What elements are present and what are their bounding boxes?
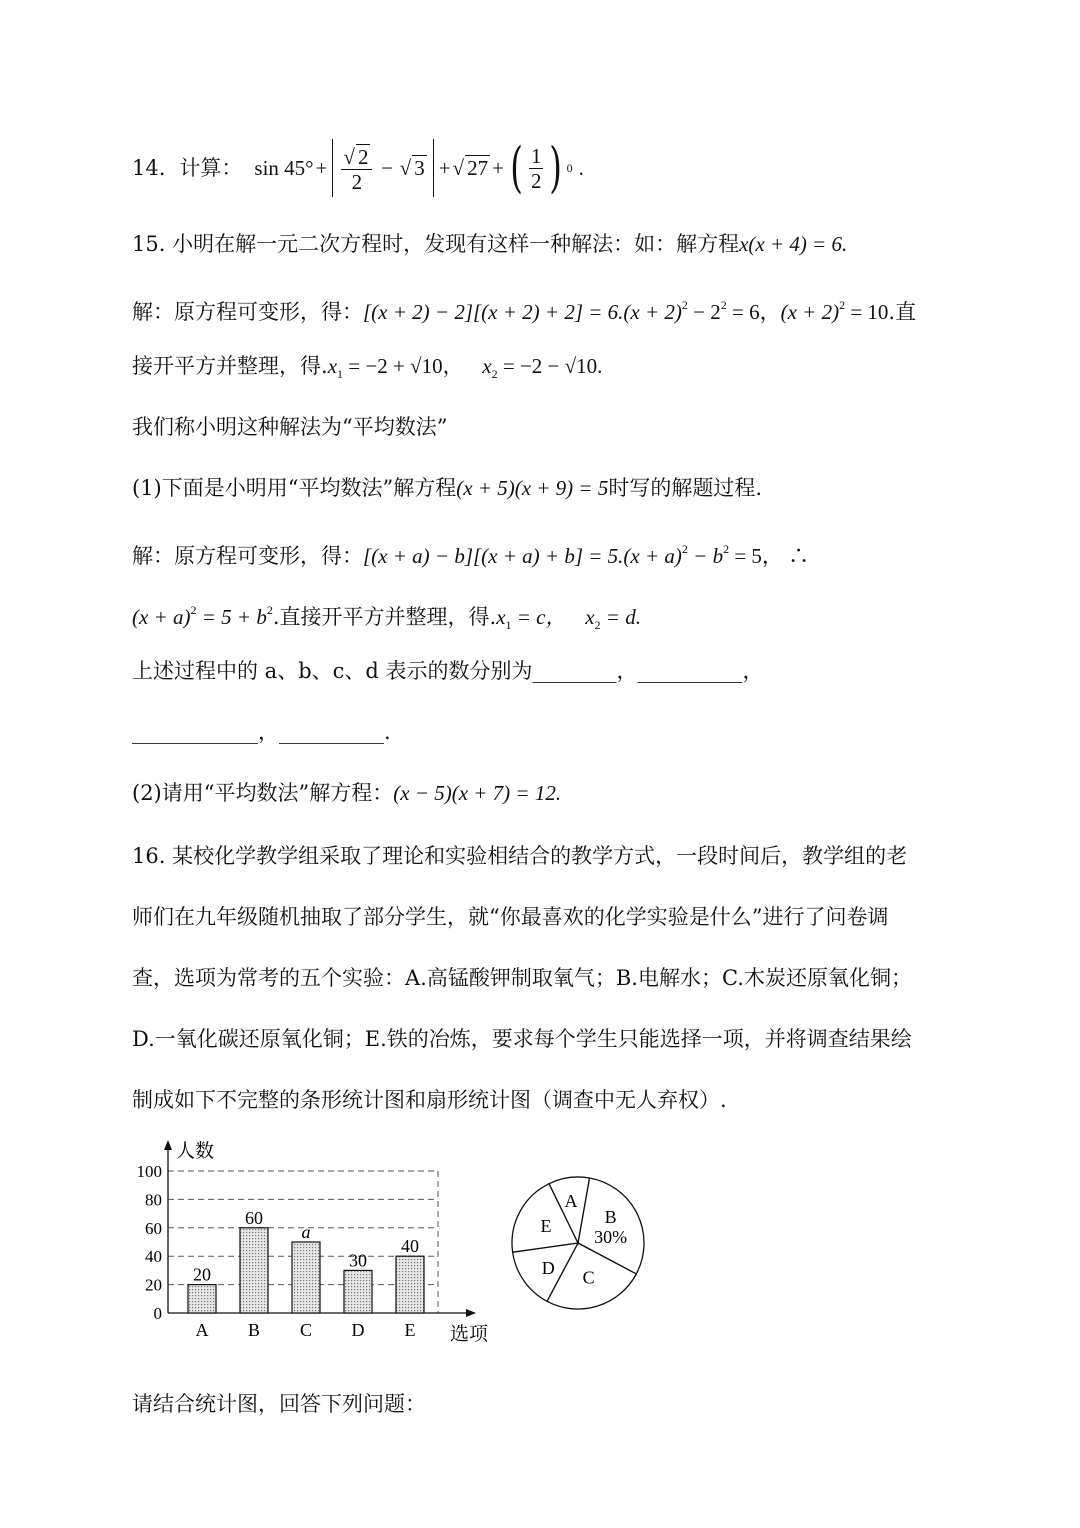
q15-line2-eq-d: = 6， bbox=[726, 300, 781, 324]
q15-p1c-eq2: = 5 + b bbox=[196, 605, 267, 629]
q15-p1c-x2-sub: 2 bbox=[594, 618, 601, 632]
q14-plus3: + bbox=[492, 156, 504, 180]
bar-label-A: 20 bbox=[193, 1264, 211, 1285]
q15-x1-sub: 1 bbox=[337, 367, 344, 381]
bar-label-E: 40 bbox=[401, 1236, 419, 1257]
q15-line2-sup3: 2 bbox=[839, 298, 846, 312]
q14-plus2: + bbox=[438, 156, 451, 180]
q16-line2: 师们在九年级随机抽取了部分学生，就“你最喜欢的化学实验是什么”进行了问卷调 bbox=[132, 905, 889, 929]
q15-p1c-x2-val: = d. bbox=[600, 605, 641, 629]
q15-p1b-eq4: = 5， ∴ bbox=[729, 544, 810, 568]
x-axis-arrow bbox=[466, 1309, 476, 1317]
bar-label-D: 30 bbox=[349, 1250, 367, 1271]
q14-sin: sin 45° bbox=[254, 156, 314, 180]
bar-E bbox=[396, 1256, 424, 1313]
q15-line2-eq-b: (x + 2) bbox=[623, 300, 682, 324]
bar-label-C: a bbox=[301, 1222, 311, 1242]
q16-footer: 请结合统计图，回答下列问题： bbox=[132, 1392, 426, 1416]
q16-line1: 16. 某校化学教学组采取了理论和实验相结合的教学方式，一段时间后，教学组的老 bbox=[132, 844, 908, 868]
q14-sqrt3: 3 bbox=[414, 156, 425, 180]
q15-x2: x bbox=[482, 354, 492, 378]
q14-den2: 2 bbox=[351, 170, 363, 194]
q16-line5: 制成如下不完整的条形统计图和扇形统计图（调查中无人弃权）. bbox=[132, 1088, 727, 1112]
q15-p1c-x1-sub: 1 bbox=[505, 618, 512, 632]
x-tick-label-C: C bbox=[299, 1320, 313, 1340]
q14-half bbox=[529, 144, 544, 193]
x-tick-label-D: D bbox=[351, 1320, 365, 1340]
q14-number: 14. bbox=[132, 156, 166, 180]
bar-label-B: 60 bbox=[245, 1207, 263, 1228]
bar-B bbox=[240, 1228, 268, 1313]
pie-label-D: D bbox=[541, 1257, 555, 1278]
q15-line4: 我们称小明这种解法为“平均数法” bbox=[132, 415, 448, 439]
q15-p1e-line: ____________，__________. bbox=[132, 720, 391, 744]
q14-exp0: 0 bbox=[566, 161, 573, 175]
q15-p1b-sup2: 2 bbox=[723, 542, 730, 556]
q15-p1-eq: (x + 5)(x + 9) = 5 bbox=[456, 476, 609, 500]
q14-half-num: 1 bbox=[530, 143, 542, 168]
q15-p1b-line bbox=[132, 535, 809, 570]
q14-sqrt27: 27 bbox=[467, 156, 489, 180]
q15-p1b-eq3: − b bbox=[687, 544, 724, 568]
q15-line3 bbox=[132, 352, 602, 388]
y-tick-label: 0 bbox=[153, 1304, 162, 1323]
bar-D bbox=[344, 1270, 372, 1313]
q15-p1c-sup2: 2 bbox=[266, 603, 273, 617]
q15-p2-text: (2)请用“平均数法”解方程： bbox=[132, 781, 394, 805]
pie-chart bbox=[500, 1165, 670, 1315]
q14-line: 14. 计算： sin 45° + $\frac{√ 2}{2}$ − √ 3 + √ 27 + ( $\frac{1}{2}$ ) 0 . bbox=[132, 136, 584, 199]
q15-p1b-text: 解：原方程可变形，得： bbox=[132, 544, 363, 568]
q15-line3-text: 接开平方并整理，得. bbox=[132, 354, 328, 378]
q15-p1c-x1: x bbox=[496, 605, 506, 629]
x-tick-label-B: B bbox=[247, 1320, 261, 1340]
q15-p1-line bbox=[132, 474, 762, 502]
q15-line2-eq-a: [(x + 2) − 2][(x + 2) + 2] = 6. bbox=[363, 300, 624, 324]
q15-x1-val: = −2 + √10， bbox=[343, 354, 464, 378]
q14-sqrt2: 2 bbox=[357, 145, 369, 169]
q15-x2-val: = −2 − √10. bbox=[497, 354, 603, 378]
q15-x2-sub: 2 bbox=[491, 367, 498, 381]
q15-line2-sup1: 2 bbox=[681, 298, 688, 312]
q15-p2-line bbox=[132, 779, 561, 807]
q14-end: . bbox=[578, 156, 584, 180]
q16-line4: D.一氧化碳还原氧化铜；E.铁的冶炼，要求每个学生只能选择一项，并将调查结果绘 bbox=[132, 1027, 912, 1051]
q15-p1c-x1-val: = c， bbox=[511, 605, 567, 629]
pie-label-C: C bbox=[582, 1267, 595, 1288]
q15-line1 bbox=[132, 230, 847, 258]
q15-line2-sup2: 2 bbox=[720, 298, 727, 312]
q15-p1b-sup1: 2 bbox=[681, 542, 688, 556]
y-tick-label: 100 bbox=[136, 1162, 162, 1181]
pie-label-B-pct: 30% bbox=[594, 1227, 628, 1248]
q15-p1c-x2: x bbox=[585, 605, 595, 629]
y-tick-label: 20 bbox=[145, 1275, 162, 1295]
y-axis-label: 人数 bbox=[176, 1141, 215, 1162]
q15-p1c-text: .直接开平方并整理，得. bbox=[272, 605, 497, 629]
q15-line2-text: 解：原方程可变形，得： bbox=[132, 300, 363, 324]
y-axis-arrow bbox=[164, 1140, 172, 1150]
q15-line2-eq-e: (x + 2) bbox=[780, 300, 840, 324]
q14-frac-sqrt2-2: $\frac{√ 2}{2}$ bbox=[341, 145, 372, 194]
q15-line2-tail: .直 bbox=[888, 300, 917, 324]
q14-abs: $\frac{√ 2}{2}$ − √ 3 bbox=[332, 139, 433, 197]
q15-line2-eq-c: − 2 bbox=[687, 300, 721, 324]
x-tick-label-E: E bbox=[404, 1320, 416, 1340]
bar-chart bbox=[120, 1130, 500, 1345]
pie-label-B: B bbox=[604, 1207, 617, 1228]
q14-half-den: 2 bbox=[530, 168, 542, 193]
q15-p1-text: (1)下面是小明用“平均数法”解方程 bbox=[132, 476, 457, 500]
q15-p1c-line bbox=[132, 596, 641, 639]
q15-p2-eq: (x − 5)(x + 7) = 12. bbox=[393, 781, 562, 805]
x-tick-label-A: A bbox=[195, 1320, 209, 1340]
q15-x1: x bbox=[327, 354, 338, 378]
pie-label-E: E bbox=[540, 1215, 552, 1236]
q15-p1-tail: 时写的解题过程. bbox=[608, 476, 763, 500]
q15-p1b-eq2: (x + a) bbox=[623, 544, 682, 568]
q15-p1b-eq: [(x + a) − b][(x + a) + b] = 5. bbox=[363, 544, 624, 568]
q15-p1c-eq: (x + a) bbox=[132, 605, 191, 629]
q14-minus: − bbox=[381, 156, 393, 180]
bar-A bbox=[188, 1285, 216, 1313]
q15-p1d-line: 上述过程中的 a、b、c、d 表示的数分别为________，__________， bbox=[132, 659, 764, 683]
y-tick-label: 80 bbox=[145, 1190, 162, 1210]
bar-C bbox=[292, 1242, 320, 1313]
q16-line3: 查，选项为常考的五个实验：A.高锰酸钾制取氧气；B.电解水；C.木炭还原氧化铜； bbox=[132, 966, 912, 990]
q15-line2-eq-f: = 10 bbox=[845, 300, 889, 324]
y-tick-label: 60 bbox=[145, 1218, 162, 1238]
q15-p1c-sup1: 2 bbox=[190, 603, 197, 617]
q14-plus1: + bbox=[315, 156, 328, 180]
y-tick-label: 40 bbox=[145, 1247, 162, 1267]
x-axis-label: 选项 bbox=[450, 1324, 489, 1345]
q14-label: 计算： bbox=[179, 156, 243, 180]
q15-line1-text: 15. 小明在解一元二次方程时，发现有这样一种解法：如：解方程 bbox=[132, 232, 740, 256]
q15-line1-eq: x(x + 4) = 6. bbox=[739, 232, 848, 256]
pie-label-A: A bbox=[564, 1191, 578, 1212]
q15-line2 bbox=[132, 291, 916, 326]
